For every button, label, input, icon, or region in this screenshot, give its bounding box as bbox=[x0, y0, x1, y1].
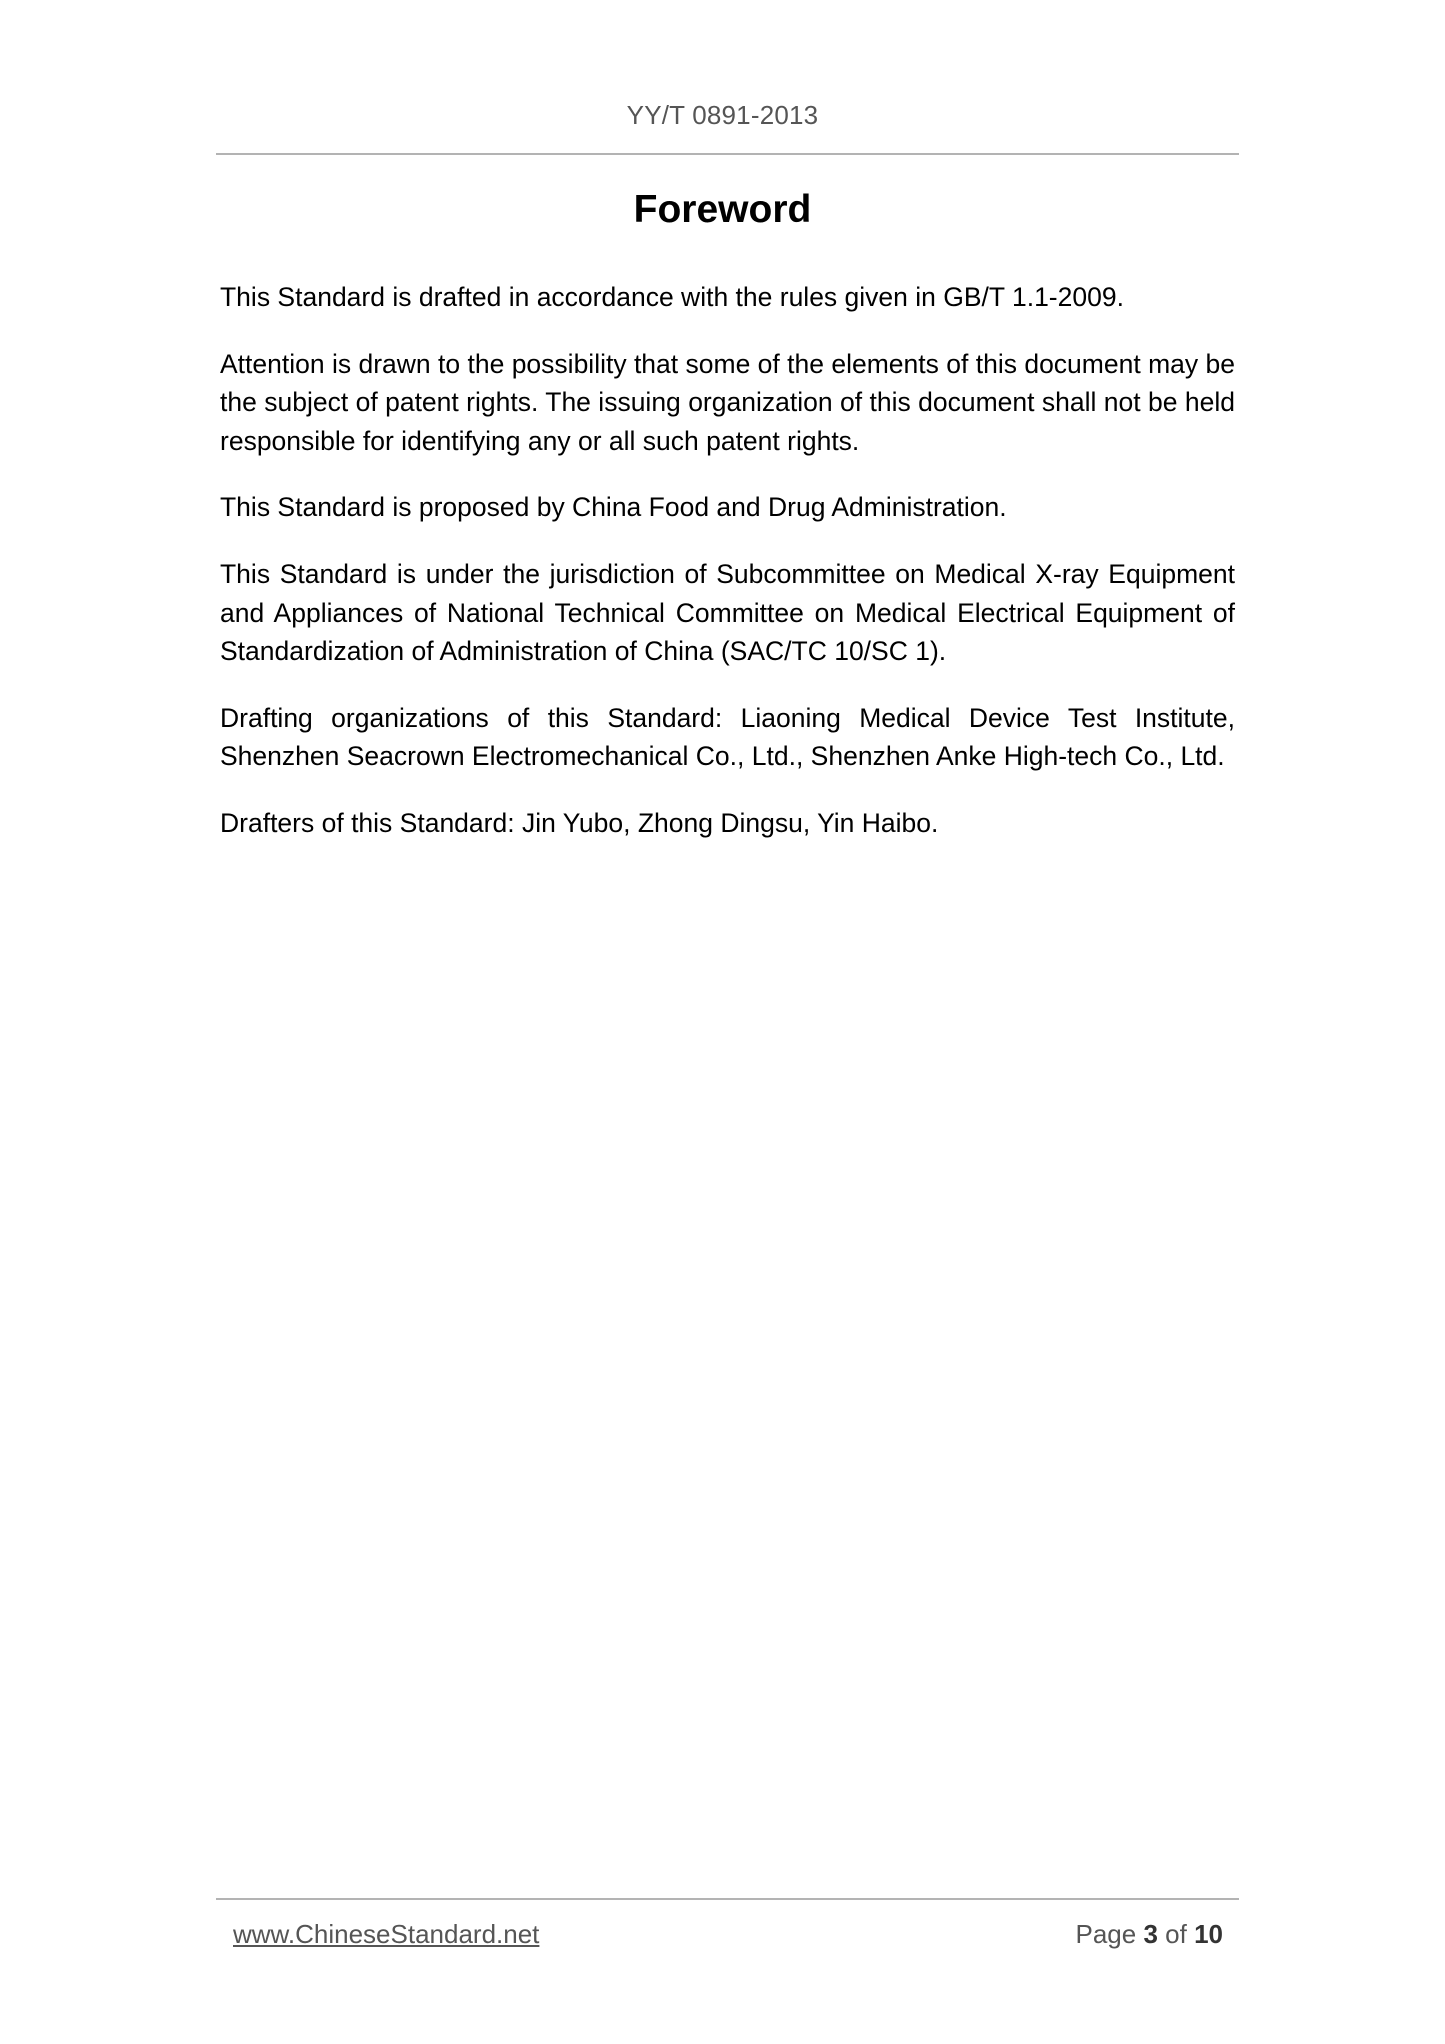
paragraph-drafting-organizations: Drafting organizations of this Standard: Liaoning Medical Device Test Institute, Shenzhen Seacrown Electromechanical Co., Ltd., Shenzhen Anke High-tech Co., Ltd. bbox=[220, 702, 1235, 772]
paragraph-proposer: This Standard is proposed by China Food and Drug Administration. bbox=[220, 492, 1007, 523]
page-current: 3 bbox=[1143, 1919, 1158, 1949]
page-separator: of bbox=[1165, 1919, 1187, 1949]
paragraph-patent-notice: Attention is drawn to the possibility that some of the elements of this document may be the subject of patent rights. The issuing organization of this document shall not be held responsible for identifying any or all such patent rights. bbox=[220, 348, 1235, 456]
paragraph-jurisdiction: This Standard is under the jurisdiction of Subcommittee on Medical X-ray Equipment and Appliances of National Technical Committee on Medical Electrical Equipment of Standardization of Administration of China (SAC/TC 10/SC 1). bbox=[220, 558, 1235, 667]
header-divider bbox=[216, 153, 1239, 155]
paragraph-drafters: Drafters of this Standard: Jin Yubo, Zhong Dingsu, Yin Haibo. bbox=[220, 807, 939, 838]
page-total: 10 bbox=[1194, 1919, 1223, 1949]
page-title: Foreword bbox=[633, 188, 812, 231]
page-number bbox=[1075, 1919, 1223, 1950]
paragraph-drafting-rules: This Standard is drafted in accordance with the rules given in GB/T 1.1-2009. bbox=[220, 282, 1124, 312]
footer-divider bbox=[216, 1898, 1239, 1900]
footer-website-link[interactable]: www.ChineseStandard.net bbox=[233, 1919, 540, 1949]
page-prefix: Page bbox=[1075, 1919, 1137, 1949]
header-doc-id: YY/T 0891-2013 bbox=[626, 100, 819, 130]
foreword-body bbox=[220, 278, 1235, 871]
